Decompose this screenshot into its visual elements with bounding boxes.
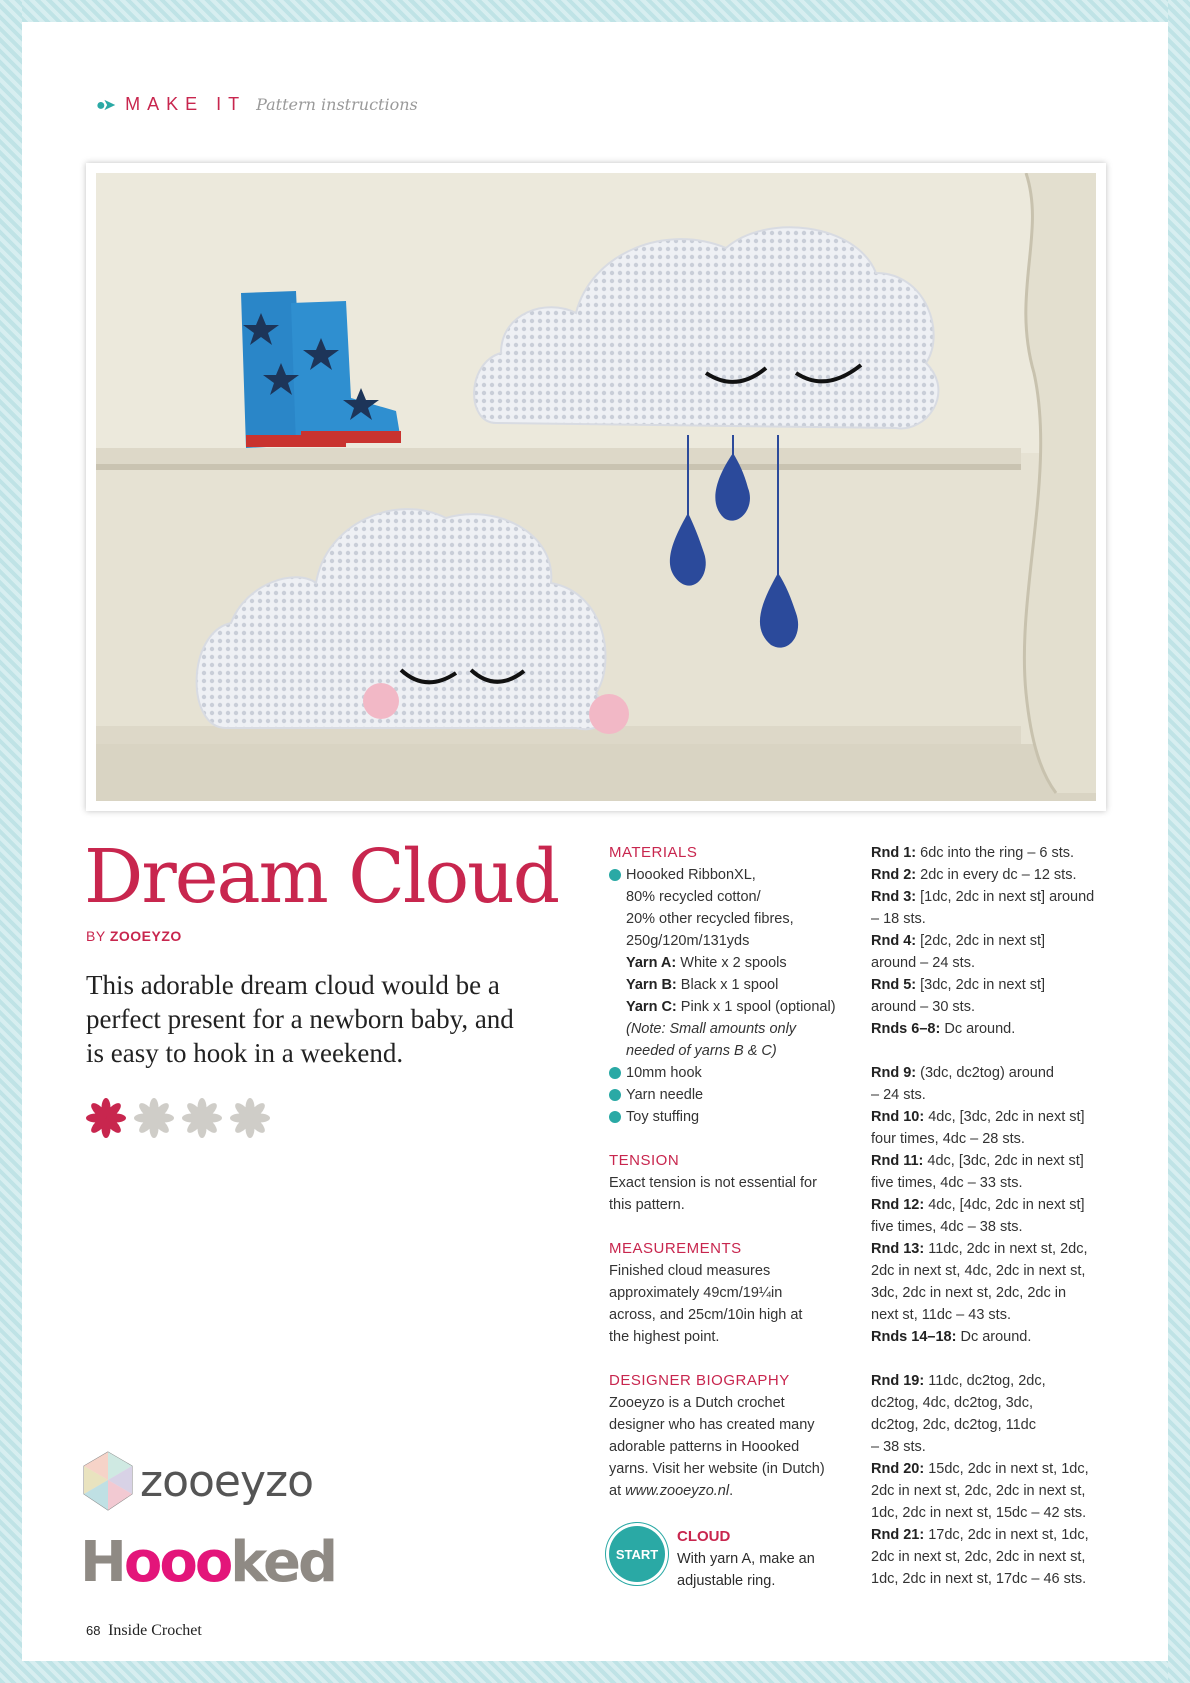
round-text: [2dc, 2dc in next st]: [916, 933, 1046, 949]
round-label: Rnd 21:: [871, 1527, 925, 1543]
round-line: [871, 1304, 1111, 1326]
section-subtitle: Pattern instructions: [256, 95, 418, 114]
biography-text: yarns. Visit her website (in Dutch): [609, 1461, 825, 1477]
round-text: – 24 sts.: [871, 1087, 926, 1103]
yarn-c: [609, 996, 849, 1018]
yarn-b-text: Black x 1 spool: [680, 977, 779, 993]
round-text: 1dc, 2dc in next st, 17dc – 46 sts.: [871, 1571, 1087, 1587]
hero-photo: [86, 163, 1106, 811]
round-text: 1dc, 2dc in next st, 15dc – 42 sts.: [871, 1505, 1087, 1521]
biography-text: adorable patterns in Hoooked: [609, 1439, 800, 1455]
difficulty-star-icon: [84, 1096, 128, 1140]
yarn-c-text: Pink x 1 spool (optional): [680, 999, 836, 1015]
byline: [86, 928, 182, 944]
round-line: [871, 1282, 1111, 1304]
material-item: 10mm hook: [626, 1065, 702, 1081]
round-line: [871, 1018, 1111, 1040]
website-link[interactable]: www.zooeyzo.nl: [625, 1483, 730, 1499]
round-line: [871, 1062, 1111, 1084]
measurements-text: approximately 49cm/19¼in: [609, 1285, 783, 1301]
zooeyzo-wordmark: zooeyzo: [140, 1455, 314, 1507]
round-line: [871, 1480, 1111, 1502]
round-text: next st, 11dc – 43 sts.: [871, 1307, 1011, 1323]
cloud-heading: CLOUD: [677, 1528, 731, 1545]
round-line: [871, 842, 1111, 864]
page-title: Dream Cloud: [84, 834, 559, 920]
intro-text: This adorable dream cloud would be a perfect present for a newborn baby, and is easy to hook in a weekend.: [86, 970, 514, 1068]
yarn-line: Hoooked RibbonXL,: [626, 867, 756, 883]
round-line: [871, 1392, 1111, 1414]
round-line: [871, 1216, 1111, 1238]
difficulty-star-icon: [180, 1096, 224, 1140]
round-label: Rnd 10:: [871, 1109, 925, 1125]
round-text: 4dc, [3dc, 2dc in next st]: [924, 1109, 1085, 1125]
yarn-a-text: White x 2 spools: [680, 955, 787, 971]
bullet-icon: [609, 1089, 621, 1101]
round-text: [3dc, 2dc in next st]: [916, 977, 1046, 993]
page-border-right: [1168, 0, 1190, 1683]
arrow-icon: ●➤: [96, 96, 114, 114]
start-badge: START: [609, 1526, 665, 1582]
round-text: 2dc in every dc – 12 sts.: [916, 867, 1077, 883]
gem-logo-icon: [80, 1450, 136, 1512]
round-label: Rnd 13:: [871, 1241, 925, 1257]
round-label: Rnd 5:: [871, 977, 917, 993]
round-text: 4dc, [4dc, 2dc in next st]: [924, 1197, 1085, 1213]
round-label: Rnds 14–18:: [871, 1329, 957, 1345]
round-line: [871, 1524, 1111, 1546]
round-text: five times, 4dc – 33 sts.: [871, 1175, 1023, 1191]
round-line: [871, 952, 1111, 974]
round-line: [871, 1238, 1111, 1260]
page-border-top: [0, 0, 1190, 22]
materials-heading: MATERIALS: [609, 844, 698, 861]
yarn-a-label: Yarn A:: [626, 955, 677, 971]
yarn-line: 20% other recycled fibres,: [626, 911, 794, 927]
round-label: Rnd 4:: [871, 933, 917, 949]
round-label: Rnd 3:: [871, 889, 917, 905]
biography-suffix: .: [729, 1483, 734, 1499]
round-label: Rnd 11:: [871, 1153, 924, 1169]
round-label: Rnd 1:: [871, 845, 917, 861]
zooeyzo-logo: [80, 1450, 313, 1512]
biography-text: designer who has created many: [609, 1417, 815, 1433]
round-line: [871, 1568, 1111, 1590]
difficulty-star-icon: [132, 1096, 176, 1140]
round-text: five times, 4dc – 38 sts.: [871, 1219, 1023, 1235]
list-item: [609, 1106, 849, 1128]
rounds-column: [871, 842, 1111, 1590]
round-text: – 38 sts.: [871, 1439, 926, 1455]
round-text: dc2tog, 4dc, dc2tog, 3dc,: [871, 1395, 1034, 1411]
yarn-b-label: Yarn B:: [626, 977, 677, 993]
cloud-photo-illustration: [96, 173, 1096, 801]
round-label: Rnd 19:: [871, 1373, 925, 1389]
round-line: [871, 1194, 1111, 1216]
materials-column: [609, 842, 849, 1502]
page-footer: [86, 1622, 202, 1640]
yarn-line: 250g/120m/131yds: [626, 933, 750, 949]
yarn-a: [609, 952, 849, 974]
round-line: [871, 1128, 1111, 1150]
round-label: Rnds 6–8:: [871, 1021, 941, 1037]
page-number: 68: [86, 1623, 101, 1638]
list-item: [609, 864, 849, 886]
round-text: 17dc, 2dc in next st, 1dc,: [924, 1527, 1089, 1543]
round-line: [871, 1414, 1111, 1436]
round-text: around – 24 sts.: [871, 955, 975, 971]
list-item: [609, 1062, 849, 1084]
round-label: Rnd 20:: [871, 1461, 925, 1477]
biography-text: Zooeyzo is a Dutch crochet: [609, 1395, 785, 1411]
section-header: [96, 94, 418, 115]
round-text: 2dc in next st, 4dc, 2dc in next st,: [871, 1263, 1086, 1279]
round-text: 2dc in next st, 2dc, 2dc in next st,: [871, 1483, 1086, 1499]
yarn-line: 80% recycled cotton/: [626, 889, 761, 905]
round-line: [871, 1172, 1111, 1194]
tension-text: this pattern.: [609, 1197, 685, 1213]
round-label: Rnd 12:: [871, 1197, 925, 1213]
byline-author: ZOOEYZO: [109, 928, 182, 944]
measurements-text: the highest point.: [609, 1329, 720, 1345]
measurements-text: Finished cloud measures: [609, 1263, 771, 1279]
round-text: Dc around.: [956, 1329, 1032, 1345]
biography-prefix: at: [609, 1483, 626, 1499]
measurements-heading: MEASUREMENTS: [609, 1240, 742, 1257]
round-text: around – 30 sts.: [871, 999, 975, 1015]
start-text: With yarn A, make an: [677, 1551, 815, 1567]
difficulty-rating: [84, 1096, 272, 1140]
magazine-name: Inside Crochet: [108, 1622, 202, 1639]
round-label: Rnd 2:: [871, 867, 917, 883]
material-item: Yarn needle: [626, 1087, 704, 1103]
round-text: 15dc, 2dc in next st, 1dc,: [924, 1461, 1089, 1477]
round-line: [871, 1260, 1111, 1282]
round-line: [871, 1326, 1111, 1348]
hoooked-logo: Hoooked: [80, 1530, 336, 1595]
biography-heading: DESIGNER BIOGRAPHY: [609, 1372, 790, 1389]
page-border-left: [0, 0, 22, 1683]
round-line: [871, 930, 1111, 952]
round-text: 6dc into the ring – 6 sts.: [916, 845, 1075, 861]
round-text: 2dc in next st, 2dc, 2dc in next st,: [871, 1549, 1086, 1565]
round-line: [871, 1084, 1111, 1106]
round-text: 3dc, 2dc in next st, 2dc, 2dc in: [871, 1285, 1067, 1301]
bullet-icon: [609, 869, 621, 881]
round-text: 11dc, dc2tog, 2dc,: [924, 1373, 1046, 1389]
page-border-bottom: [0, 1661, 1190, 1683]
round-line: [871, 1150, 1111, 1172]
tension-text: Exact tension is not essential for: [609, 1175, 817, 1191]
round-line: [871, 1502, 1111, 1524]
start-block: [609, 1526, 847, 1592]
round-text: 11dc, 2dc in next st, 2dc,: [924, 1241, 1088, 1257]
round-text: 4dc, [3dc, 2dc in next st]: [923, 1153, 1084, 1169]
round-line: [871, 1436, 1111, 1458]
materials-note: (Note: Small amounts only: [626, 1021, 797, 1037]
bullet-icon: [609, 1111, 621, 1123]
round-line: [871, 864, 1111, 886]
materials-note: needed of yarns B & C): [626, 1043, 777, 1059]
measurements-text: across, and 25cm/10in high at: [609, 1307, 803, 1323]
difficulty-star-icon: [228, 1096, 272, 1140]
round-line: [871, 886, 1111, 908]
round-line: [871, 1106, 1111, 1128]
biography-text: [609, 1480, 849, 1502]
round-line: [871, 1458, 1111, 1480]
section-label: MAKE IT: [125, 94, 247, 114]
round-line: [871, 974, 1111, 996]
round-text: [1dc, 2dc in next st] around: [916, 889, 1095, 905]
round-text: four times, 4dc – 28 sts.: [871, 1131, 1025, 1147]
round-text: – 18 sts.: [871, 911, 926, 927]
start-text: adjustable ring.: [677, 1573, 776, 1589]
byline-prefix: BY: [86, 928, 106, 944]
yarn-c-label: Yarn C:: [626, 999, 677, 1015]
round-line: [871, 1370, 1111, 1392]
material-item: Toy stuffing: [626, 1109, 700, 1125]
round-line: [871, 996, 1111, 1018]
round-label: Rnd 9:: [871, 1065, 917, 1081]
round-text: Dc around.: [940, 1021, 1016, 1037]
round-line: [871, 908, 1111, 930]
round-text: (3dc, dc2tog) around: [916, 1065, 1054, 1081]
tension-heading: TENSION: [609, 1152, 680, 1169]
round-line: [871, 1546, 1111, 1568]
round-text: dc2tog, 2dc, dc2tog, 11dc: [871, 1417, 1036, 1433]
yarn-b: [609, 974, 849, 996]
list-item: [609, 1084, 849, 1106]
bullet-icon: [609, 1067, 621, 1079]
